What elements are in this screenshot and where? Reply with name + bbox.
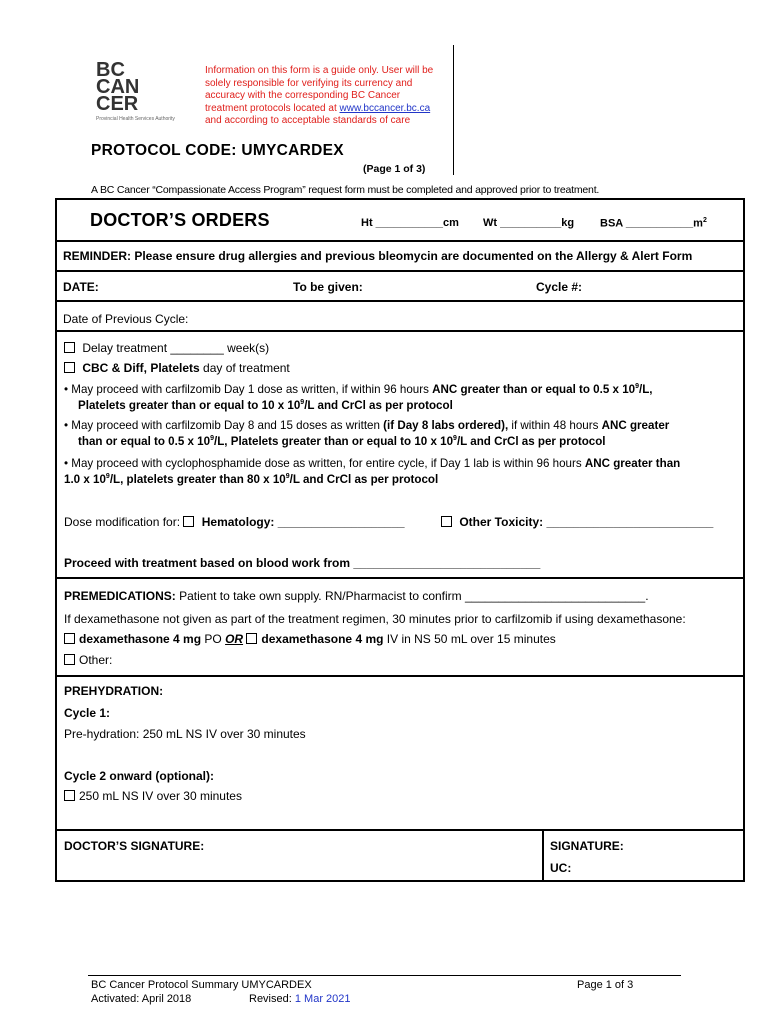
proceed-blood-work-field[interactable]: Proceed with treatment based on blood work from ____________________________: [64, 556, 541, 570]
dex-iv-label: dexamethasone 4 mg: [261, 632, 384, 646]
weight-field[interactable]: Wt __________kg: [483, 217, 575, 229]
bsa-label: BSA ___________m: [600, 217, 703, 230]
other-toxicity-checkbox[interactable]: [441, 516, 452, 527]
dexamethasone-note: If dexamethasone not given as part of the treatment regimen, 30 minutes prior to carfilzomib if using dexamethasone:: [64, 612, 686, 626]
date-field[interactable]: DATE:: [63, 280, 99, 294]
notice-line-4: treatment protocols located at: [205, 102, 340, 114]
notice-line-2: solely responsible for verifying its currency and: [205, 77, 413, 89]
checkbox[interactable]: [64, 342, 75, 353]
divider: [55, 829, 745, 831]
or-label: OR: [225, 632, 244, 646]
superscript: 9: [285, 473, 290, 481]
bullet2-hours: if within 48 hours: [508, 419, 602, 432]
divider: [55, 577, 745, 579]
dex-iv-route: IV in NS 50 mL over 15 minutes: [383, 632, 556, 646]
bccancer-link[interactable]: www.bccancer.bc.ca: [339, 102, 431, 114]
prehydration-title: PREHYDRATION:: [64, 684, 164, 698]
revised-date: 1 Mar 2021: [294, 993, 351, 1005]
bullet1-anc: ANC greater than or equal to 0.5 x 10: [432, 383, 636, 396]
notice-line-3: accuracy with the corresponding BC Cancer: [205, 90, 401, 101]
bullet1-text: May proceed with carfilzomib Day 1 dose as written, if within 96 hours: [71, 383, 433, 396]
superscript: 9: [105, 473, 110, 481]
cycle-number-field[interactable]: Cycle #:: [536, 280, 583, 294]
checkbox[interactable]: [64, 790, 75, 801]
divider: [55, 330, 745, 332]
bc-cancer-logo: [96, 59, 206, 122]
previous-cycle-date-field[interactable]: Date of Previous Cycle:: [63, 312, 189, 326]
cbc-label: CBC & Diff, Platelets: [82, 361, 200, 375]
superscript: 9: [300, 399, 305, 407]
bsa-field[interactable]: [600, 217, 707, 230]
cbc-option[interactable]: [64, 361, 290, 375]
bullet3-end: /L and CrCl as per protocol: [289, 473, 439, 486]
bullet2-end: /L and CrCl as per protocol: [456, 435, 606, 448]
dex-po-checkbox[interactable]: [64, 633, 75, 644]
footer-page: Page 1 of 3: [577, 979, 634, 991]
bullet2-anc: ANC greater: [601, 419, 670, 432]
other-toxicity-field[interactable]: Other Toxicity: _________________________: [459, 515, 714, 529]
header-divider: [453, 45, 454, 175]
bullet3-anc-value: 1.0 x 10: [64, 473, 106, 486]
bullet-carfilzomib-day8: • May proceed with carfilzomib Day 8 and 15 doses as written (if Day 8 labs ordered), if within 48 hours ANC greater: [64, 419, 670, 432]
superscript: 9: [453, 435, 457, 443]
premedications-row: [64, 589, 649, 603]
doctors-orders-title: DOCTOR’S ORDERS: [90, 210, 270, 230]
cycle-2-label: Cycle 2 onward (optional):: [64, 769, 215, 783]
protocol-code: PROTOCOL CODE: UMYCARDEX: [91, 142, 344, 159]
logo-line-2: CAN: [96, 76, 140, 98]
other-premed-label: Other:: [79, 653, 113, 667]
footer-summary: BC Cancer Protocol Summary UMYCARDEX: [91, 979, 312, 991]
bullet1-end: /L and CrCl as per protocol: [304, 399, 453, 412]
bullet-carfilzomib-day8-cont: [78, 435, 606, 448]
dex-po-label: dexamethasone 4 mg: [79, 632, 202, 646]
uc-field[interactable]: UC:: [550, 861, 572, 875]
superscript: 9: [210, 435, 214, 443]
cycle-2-label-text: 250 mL NS IV over 30 minutes: [79, 789, 242, 803]
other-premed-option[interactable]: [64, 653, 112, 667]
premedications-title: PREMEDICATIONS:: [64, 589, 176, 603]
bullet3-text: May proceed with cyclophosphamide dose as written, for entire cycle, if Day 1 lab is within 96 hours: [71, 457, 585, 470]
checkbox[interactable]: [64, 654, 75, 665]
compassionate-access-note: A BC Cancer “Compassionate Access Program” request form must be completed and approved prior to treatment.: [91, 184, 600, 196]
bullet2-text: May proceed with carfilzomib Day 8 and 15 doses as written: [71, 419, 384, 432]
notice-line-1: Information on this form is a guide only. User will be: [205, 65, 434, 76]
superscript: 9: [635, 383, 639, 391]
hematology-field[interactable]: Hematology: ___________________: [201, 515, 405, 529]
bullet-carfilzomib-day1: • May proceed with carfilzomib Day 1 dose as written, if within 96 hours ANC greater than or equal to 0.5 x $10^9/L$,: [64, 383, 653, 396]
signature-divider: [542, 830, 544, 882]
guide-notice: [205, 65, 445, 128]
dose-modification-row: [64, 515, 405, 529]
cycle-2-option[interactable]: [64, 789, 242, 803]
hematology-checkbox[interactable]: [183, 516, 194, 527]
to-be-given-field[interactable]: To be given:: [293, 280, 363, 294]
divider: [55, 270, 745, 272]
other-toxicity-option: [441, 515, 713, 529]
revised-label: Revised:: [249, 993, 295, 1005]
divider: [55, 240, 745, 242]
premedications-confirm[interactable]: Patient to take own supply. RN/Pharmacist to confirm ___________________________.: [175, 589, 649, 603]
logo-line-1: BC: [96, 59, 125, 81]
bullet1-unit: /L,: [639, 383, 653, 396]
logo-line-3: CER: [96, 93, 139, 115]
checkbox[interactable]: [64, 362, 75, 373]
dose-modification-label: Dose modification for:: [64, 515, 184, 529]
reminder-text: REMINDER: Please ensure drug allergies and previous bleomycin are documented on the Allergy & Alert Form: [63, 249, 693, 263]
height-field[interactable]: Ht ___________cm: [361, 217, 459, 229]
bullet-cyclophosphamide: • May proceed with cyclophosphamide dose as written, for entire cycle, if Day 1 lab is within 96 hours ANC greater than: [64, 457, 681, 470]
cycle-1-label: Cycle 1:: [64, 706, 111, 720]
cycle-1-prehydration: Pre-hydration: 250 mL NS IV over 30 minutes: [64, 727, 306, 741]
page-indicator: (Page 1 of 3): [363, 163, 426, 175]
doctor-signature-field[interactable]: DOCTOR’S SIGNATURE:: [64, 839, 205, 853]
signature-field[interactable]: SIGNATURE:: [550, 839, 624, 853]
dex-iv-checkbox[interactable]: [246, 633, 257, 644]
bsa-unit-superscript: 2: [702, 217, 707, 224]
footer-rule: [88, 975, 681, 976]
bullet2-platelets: /L, Platelets greater than or equal to 10 x 10: [213, 435, 454, 448]
bullet2-labs: (if Day 8 labs ordered),: [383, 419, 509, 432]
delay-treatment-label: Delay treatment ________ week(s): [82, 341, 270, 355]
bullet3-anc: ANC greater than: [584, 457, 681, 470]
divider: [55, 300, 745, 302]
bullet-carfilzomib-day1-cont: [78, 399, 453, 412]
cbc-rest: day of treatment: [199, 361, 290, 375]
logo-subtitle: Provincial Health Services Authority: [96, 116, 175, 122]
bullet2-anc-value: than or equal to 0.5 x 10: [78, 435, 211, 448]
bullet-cyclophosphamide-cont: [64, 473, 438, 486]
notice-line-5: and according to acceptable standards of care: [205, 115, 411, 126]
footer-activated: Activated: April 2018: [91, 993, 192, 1005]
dex-po-route: PO: [201, 632, 226, 646]
bullet1-platelets: Platelets greater than or equal to 10 x 10: [78, 399, 301, 412]
divider: [55, 675, 745, 677]
bullet3-platelets: /L, platelets greater than 80 x 10: [109, 473, 286, 486]
footer-revised: [249, 993, 351, 1005]
dexamethasone-options: [64, 632, 556, 646]
delay-treatment-option[interactable]: [64, 341, 269, 355]
